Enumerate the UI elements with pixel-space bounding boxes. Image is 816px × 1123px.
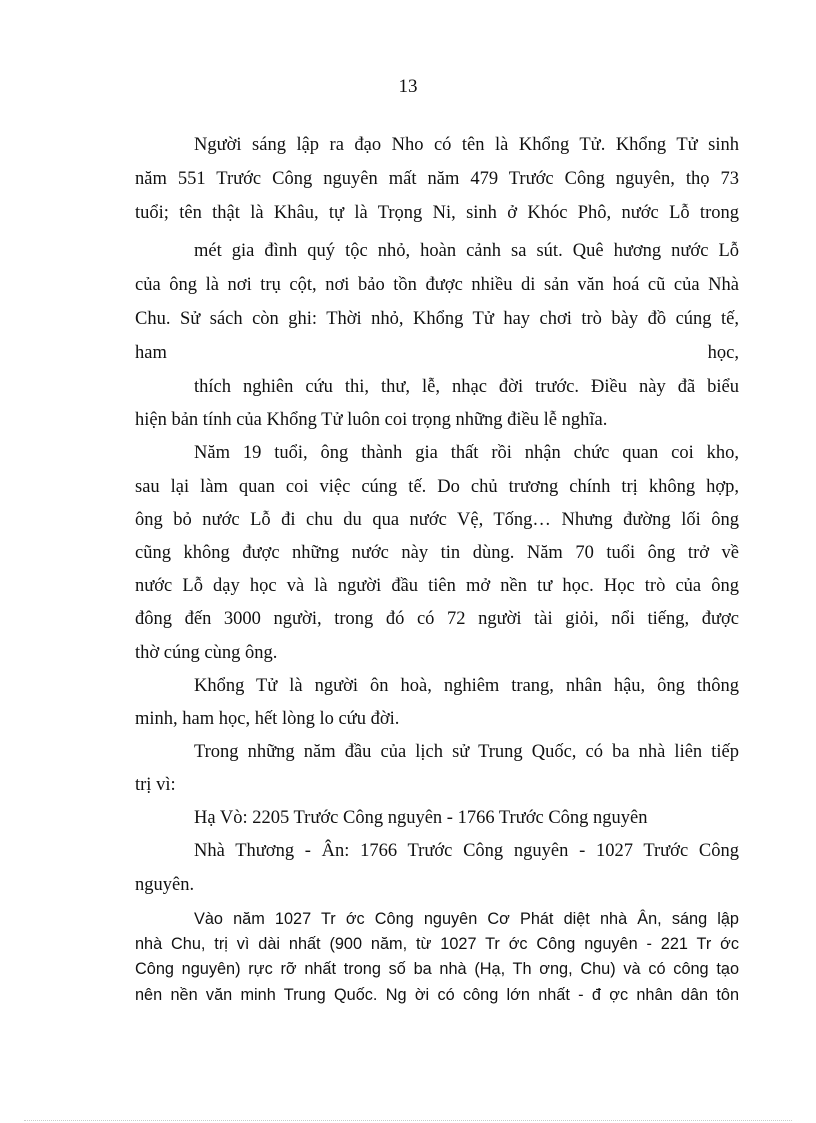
text-line: Trong những năm đầu của lịch sử Trung Quốc, có ba nhà liên tiếp bbox=[194, 742, 739, 762]
text-line: minh, ham học, hết lòng lo cứu đời. bbox=[135, 709, 400, 729]
text-line: nước Lỗ dạy học và là người đầu tiên mở nền tư học. Học trò của ông bbox=[135, 576, 739, 596]
text-line: nhà Chu, trị vì dài nhất (900 năm, từ 1027 Tr ớc Công nguyên - 221 Tr ớc bbox=[135, 935, 739, 953]
page-bottom-border bbox=[24, 1120, 792, 1121]
text-line: thờ cúng cùng ông. bbox=[135, 643, 278, 663]
text-line: hiện bản tính của Khổng Tử luôn coi trọng những điều lễ nghĩa. bbox=[135, 410, 608, 430]
text-line: của ông là nơi trụ cột, nơi bảo tồn được nhiều di sản văn hoá cũ của Nhà bbox=[135, 275, 739, 295]
page-number: 13 bbox=[398, 76, 418, 97]
text-line: nguyên. bbox=[135, 875, 195, 895]
text-line: mét gia đình quý tộc nhỏ, hoàn cảnh sa sút. Quê hương nước Lỗ bbox=[194, 241, 739, 261]
text-line: năm 551 Trước Công nguyên mất năm 479 Trước Công nguyên, thọ 73 bbox=[135, 169, 739, 189]
text-line: Hạ Vò: 2205 Trước Công nguyên - 1766 Trước Công nguyên bbox=[194, 808, 648, 828]
text-line: trị vì: bbox=[135, 775, 176, 795]
text-line: Công nguyên) rực rỡ nhất trong số ba nhà (Hạ, Th ơng, Chu) và có công tạo bbox=[135, 960, 739, 978]
text-line: Người sáng lập ra đạo Nho có tên là Khổng Tử. Khổng Tử sinh bbox=[194, 135, 739, 155]
text-line: Vào năm 1027 Tr ớc Công nguyên Cơ Phát diệt nhà Ân, sáng lập bbox=[194, 910, 739, 928]
text-line: thích nghiên cứu thi, thư, lễ, nhạc đời trước. Điều này đã biểu bbox=[194, 377, 739, 397]
text-line: sau lại làm quan coi việc cúng tế. Do chủ trương chính trị không hợp, bbox=[135, 477, 739, 497]
text-line: đông đến 3000 người, trong đó có 72 người tài giỏi, nổi tiếng, được bbox=[135, 609, 739, 629]
text-line: ham học, bbox=[135, 343, 739, 363]
text-line: tuổi; tên thật là Khâu, tự là Trọng Ni, sinh ở Khóc Phô, nước Lỗ trong bbox=[135, 203, 739, 223]
text-line: Nhà Thương - Ân: 1766 Trước Công nguyên - 1027 Trước Công bbox=[194, 841, 739, 861]
text-line: ông bỏ nước Lỗ đi chu du qua nước Vệ, Tống… Nhưng đường lối ông bbox=[135, 510, 739, 530]
text-line: Năm 19 tuổi, ông thành gia thất rồi nhận chức quan coi kho, bbox=[194, 443, 739, 463]
text-line: nên nền văn minh Trung Quốc. Ng ời có công lớn nhất - đ ợc nhân dân tôn bbox=[135, 986, 739, 1004]
text-line: cũng không được những nước này tin dùng. Năm 70 tuổi ông trở về bbox=[135, 543, 739, 563]
text-line: Khổng Tử là người ôn hoà, nghiêm trang, nhân hậu, ông thông bbox=[194, 676, 739, 696]
text-line: Chu. Sử sách còn ghi: Thời nhỏ, Khổng Tử hay chơi trò bày đồ cúng tế, bbox=[135, 309, 739, 329]
